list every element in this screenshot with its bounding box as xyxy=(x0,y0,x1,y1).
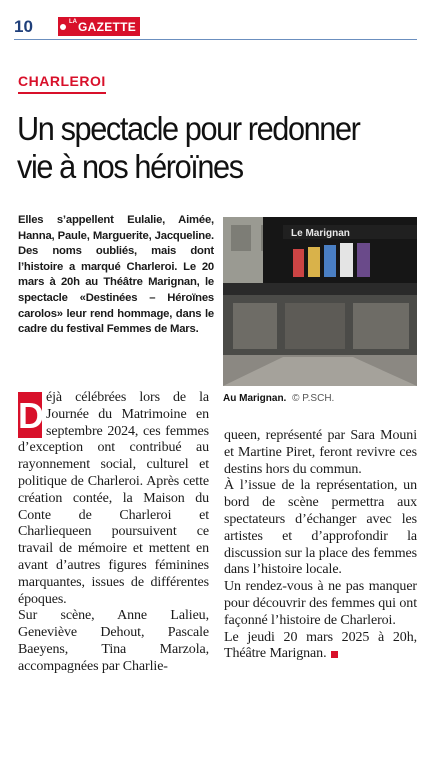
page-number: 10 xyxy=(14,17,33,36)
article-headline: Un spectacle pour redonner vie à nos héroïnes xyxy=(17,110,360,185)
body-paragraph-1 xyxy=(18,390,209,608)
body-column-left xyxy=(18,390,209,676)
photo-credit: © P.SCH. xyxy=(292,393,335,404)
body-paragraph-2-start: Sur scène, Anne Lalieu, Geneviève Dehout, Pascale Baeyens, Tina Marzola, accompagnées par Charlie- xyxy=(18,608,209,674)
paragraph-1-text: éjà célébrées lors de la Journée du Matrimoine en septembre 2024, ces femmes d’exception ont contribué au rayonnement social, culturel et politique de Charleroi. Après cette création contée, la Maison du Conte de Charleroi et Charliequeen poursuivent ce travail de mémoire et mettent en avant d’autres figures féminines marquantes, issues de différentes époques. xyxy=(18,390,209,607)
theatre-photo xyxy=(223,217,417,386)
body-column-right xyxy=(224,428,417,663)
body-paragraph-5 xyxy=(224,630,417,664)
theatre-facade-image xyxy=(223,217,417,386)
section-kicker: CHARLEROI xyxy=(18,73,106,94)
logo-la: LA xyxy=(69,19,77,25)
logo-gazette: GAZETTE xyxy=(78,19,137,34)
event-date-text: Le jeudi 20 mars 2025 à 20h, Théâtre Marignan. xyxy=(224,629,417,662)
logo-dot-icon xyxy=(60,24,66,30)
body-paragraph-4: Un rendez-vous à ne pas manquer pour découvrir des femmes qui ont façonné l’histoire de Charleroi. xyxy=(224,579,417,628)
article-lead: Elles s’appellent Eulalie, Aimée, Hanna, Paule, Marguerite, Jacqueline. Des noms oubliés, mais dont l’histoire a marqué Charleroi. Le 20 mars à 20h au Théâtre Marignan, le spectacle «Destinées – Héroïnes carolos» leur rend hommage, dans le cadre du festival Femmes de Mars. xyxy=(18,214,214,336)
page-header xyxy=(14,15,417,40)
drop-cap: D xyxy=(18,392,42,438)
photo-caption xyxy=(223,393,417,404)
body-paragraph-2-end: queen, représenté par Sara Mouni et Martine Piret, feront revivre ces destins hors du commun. xyxy=(224,428,417,477)
caption-text: Au Marignan. xyxy=(223,393,287,404)
body-paragraph-3: À l’issue de la représentation, un bord de scène permettra aux spectateurs d’échanger avec les artistes et d’approfondir la discussion sur la place des femmes dans l’histoire locale. xyxy=(224,478,417,578)
newspaper-logo xyxy=(58,17,140,36)
end-mark-icon xyxy=(331,651,338,658)
theatre-sign: Le Marignan xyxy=(291,228,350,239)
